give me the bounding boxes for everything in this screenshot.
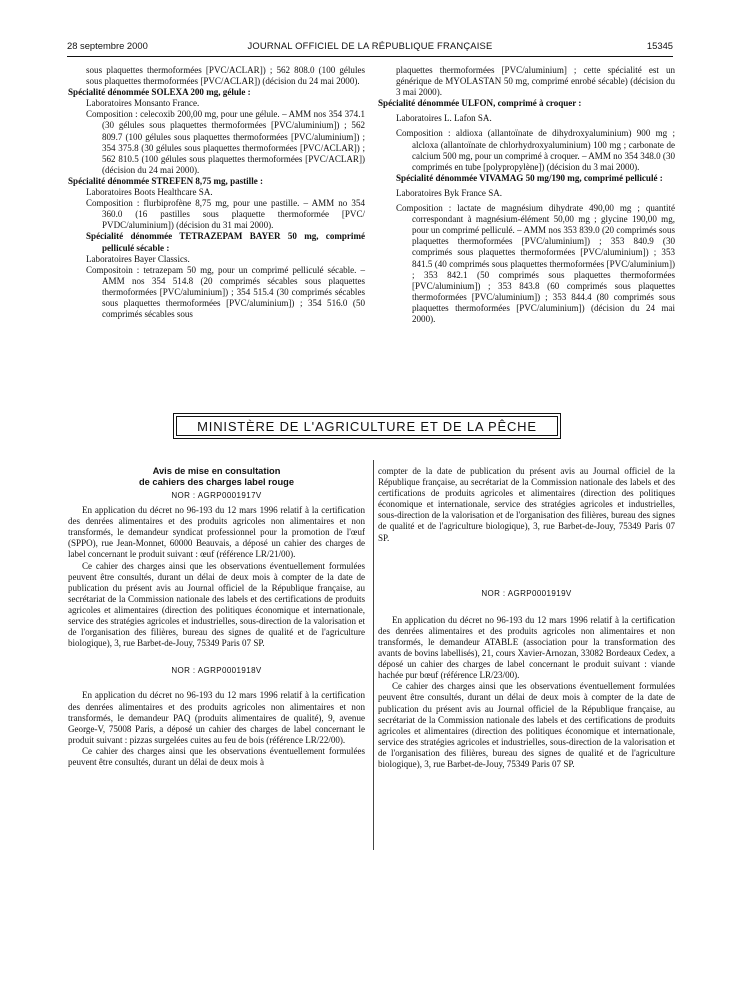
top-right-column bbox=[378, 65, 675, 325]
notice-subtitle: de cahiers des charges label rouge bbox=[138, 477, 294, 487]
laboratory: Laboratoires Bayer Classics. bbox=[86, 253, 190, 264]
nor-reference: NOR : AGRP0001919V bbox=[481, 588, 572, 598]
paragraph: Ce cahier des charges ainsi que les observations éventuellement formulées peuvent être consultés, durant un délai de deux mois à compter de la date de publication du présent avis au Journal officiel de la République française, au secrétariat de la Commission nationale des labels et des certifications de produits agricoles et alimentaires (direction des politiques économique et internationale, service des stratégies agricoles et industrielles, sous-direction de la valorisation et de l'organisation des filières, bureau des signes de qualité et de l'agriculture biologique), 3, rue Barbet-de-Jouy, 75349 Paris 07 SP. bbox=[378, 681, 675, 769]
bottom-left-column bbox=[68, 466, 365, 768]
specialty-heading: Spécialité dénommée STREFEN 8,75 mg, pastille : bbox=[68, 175, 263, 186]
paragraph: Ce cahier des charges ainsi que les observations éventuellement formulées peuvent être consultés, durant un délai de deux mois à bbox=[68, 745, 365, 767]
laboratory: Laboratoires Byk France SA. bbox=[396, 187, 503, 198]
bottom-right-column bbox=[378, 466, 675, 770]
notice-title: Avis de mise en consultation bbox=[152, 466, 281, 476]
journal-title: JOURNAL OFFICIEL DE LA RÉPUBLIQUE FRANÇAISE bbox=[247, 40, 493, 51]
paragraph: En application du décret no 96-193 du 12 mars 1996 relatif à la certification des denrées alimentaires et des produits agricoles non alimentaires et non transformés, le demandeur syndicat professionnel pour la promotion de l'œuf (SPPO), rue Jean-Monnet, 60000 Beauvais, a déposé un cahier des charges de label concernant le produit suivant : œuf (référence LR/21/00). bbox=[68, 505, 365, 560]
paragraph: Ce cahier des charges ainsi que les observations éventuellement formulées peuvent être consultés, durant un délai de deux mois à compter de la date de publication du présent avis au Journal officiel de la République française, au secrétariat de la Commission nationale des labels et des certifications de produits agricoles et alimentaires (direction des politiques économique et internationale, service des stratégies agricoles et industrielles, sous-direction de la valorisation et de l'organisation des filières, bureau des signes de qualité et de l'agriculture biologique), 3, rue Barbet-de-Jouy, 75349 Paris 07 SP. bbox=[68, 560, 365, 649]
specialty-heading: Spécialité dénommée ULFON, comprimé à croquer : bbox=[378, 98, 582, 109]
nor-reference: NOR : AGRP0001918V bbox=[171, 666, 262, 676]
publication-date: 28 septembre 2000 bbox=[67, 40, 148, 51]
page-number: 15345 bbox=[646, 40, 673, 51]
laboratory: Laboratoires L. Lafon SA. bbox=[396, 113, 492, 124]
paragraph: En application du décret no 96-193 du 12 mars 1996 relatif à la certification des denrées alimentaires et des produits agricoles non alimentaires et non transformés, le demandeur ATABLE (association pour la transformation des avants de bovins labellisés), 21, cours Xavier-Arnozan, 33082 Bordeaux Cedex, a déposé un cahier des charges de label concernant le produit suivant : viande hachée pur bœuf (référence LR/23/00). bbox=[378, 614, 675, 681]
header-rule bbox=[67, 56, 673, 57]
specialty-heading: Spécialité dénommée VIVAMAG 50 mg/190 mg, comprimé pelliculé : bbox=[396, 172, 663, 183]
specialty-heading: Spécialité dénommée SOLEXA 200 mg, gélule : bbox=[68, 87, 251, 98]
column-divider bbox=[373, 460, 374, 850]
paragraph: plaquettes thermoformées [PVC/aluminium] ; cette spécialité est un générique de MYOLASTAN 50 mg, comprimé enrobé sécable) (décision du 3 mai 2000). bbox=[396, 65, 675, 98]
composition: Compositoin : tetrazepam 50 mg, pour un comprimé pelliculé sécable. – AMM nos 354 514.8 (20 comprimés sécables sous plaquettes thermoformées [PVC/aluminium]) ; 354 515.4 (30 comprimés sécables sous plaquettes thermoformées [PVC/aluminium]) ; 354 516.0 (50 comprimés sécables sous bbox=[86, 264, 365, 320]
laboratory: Laboratoires Boots Healthcare SA. bbox=[86, 187, 213, 198]
specialty-heading: Spécialité dénommée TETRAZEPAM BAYER 50 mg, comprimé pelliculé sécable : bbox=[86, 231, 365, 253]
nor-reference: NOR : AGRP0001917V bbox=[171, 491, 262, 500]
composition: Composition : flurbiprofène 8,75 mg, pour une pastille. – AMM no 354 360.0 (16 pastilles sous plaquette thermoformée [PVC/ PVDC/aluminium]) (décision du 31 mai 2000). bbox=[86, 198, 365, 231]
laboratory: Laboratoires Monsanto France. bbox=[86, 98, 200, 109]
paragraph: sous plaquettes thermoformées [PVC/ACLAR]) ; 562 808.0 (100 gélules sous plaquettes thermoformées [PVC/ACLAR]) (décision du 24 mai 2000). bbox=[86, 65, 365, 87]
ministry-title: MINISTÈRE DE L'AGRICULTURE ET DE LA PÊCHE bbox=[176, 416, 558, 436]
paragraph: En application du décret no 96-193 du 12 mars 1996 relatif à la certification des denrées alimentaires et des produits agricoles non alimentaires et non transformés, le demandeur PAQ (produits alimentaires de qualité), 9, avenue George-V, 75008 Paris, a déposé un cahier des charges de label concernant le produit suivant : pizzas surgelées cuites au feu de bois (référence LR/22/00). bbox=[68, 690, 365, 745]
composition: Composition : aldioxa (allantoïnate de dihydroxyaluminium) 900 mg ; alcloxa (allantoïnate de chlorhydroxyaluminium) 100 mg ; carbonate de calcium 500 mg, pour un comprimé à croquer. – AMM no 354 348.0 (30 comprimés en tube [polypropylène]) (décision du 3 mai 2000). bbox=[396, 128, 675, 172]
top-left-column bbox=[68, 65, 365, 320]
ministry-banner bbox=[173, 413, 561, 439]
composition: Composition : celecoxib 200,00 mg, pour une gélule. – AMM nos 354 374.1 (30 gélules sous plaquettes thermoformées [PVC/aluminium]) ; 562 809.7 (100 gélules sous plaquettes thermoformées [PVC/aluminium]) ; 354 375.8 (30 gélules sous plaquettes thermoformées [PVC/ACLAR]) ; 562 810.5 (100 gélules sous plaquettes thermoformées [PVC/ACLAR]) (décision du 24 mai 2000). bbox=[86, 109, 365, 175]
paragraph: compter de la date de publication du présent avis au Journal officiel de la République française, au secrétariat de la Commission nationale des labels et des certifications de produits agricoles et alimentaires (direction des politiques économique et internationale, service des stratégies agricoles et industrielles, sous-direction de la valorisation et de l'organisation des filières, bureau des signes de qualité et de l'agriculture biologique), 3, rue Barbet-de-Jouy, 75349 Paris 07 SP. bbox=[378, 466, 675, 543]
composition: Composition : lactate de magnésium dihydrate 490,00 mg ; quantité correspondant à magnésium-élément 50,00 mg ; glycine 190,00 mg, pour un comprimé pelliculé. – AMM nos 353 839.0 (20 comprimés sous plaquettes thermoformées [PVC/aluminium]) ; 353 840.9 (30 comprimés sous plaquettes thermoformées [PVC/aluminium]) ; 353 841.5 (40 comprimés sous plaquettes thermoformées [PVC/aluminium]) ; 353 842.1 (50 comprimés sous plaquettes thermoformées [PVC/aluminium]) ; 353 843.8 (60 comprimés sous plaquettes thermoformées [PVC/aluminium]) ; 353 844.4 (80 comprimés sous plaquettes thermoformées [PVC/aluminium]) (décision du 24 mai 2000). bbox=[396, 203, 675, 324]
page-header bbox=[67, 40, 673, 54]
